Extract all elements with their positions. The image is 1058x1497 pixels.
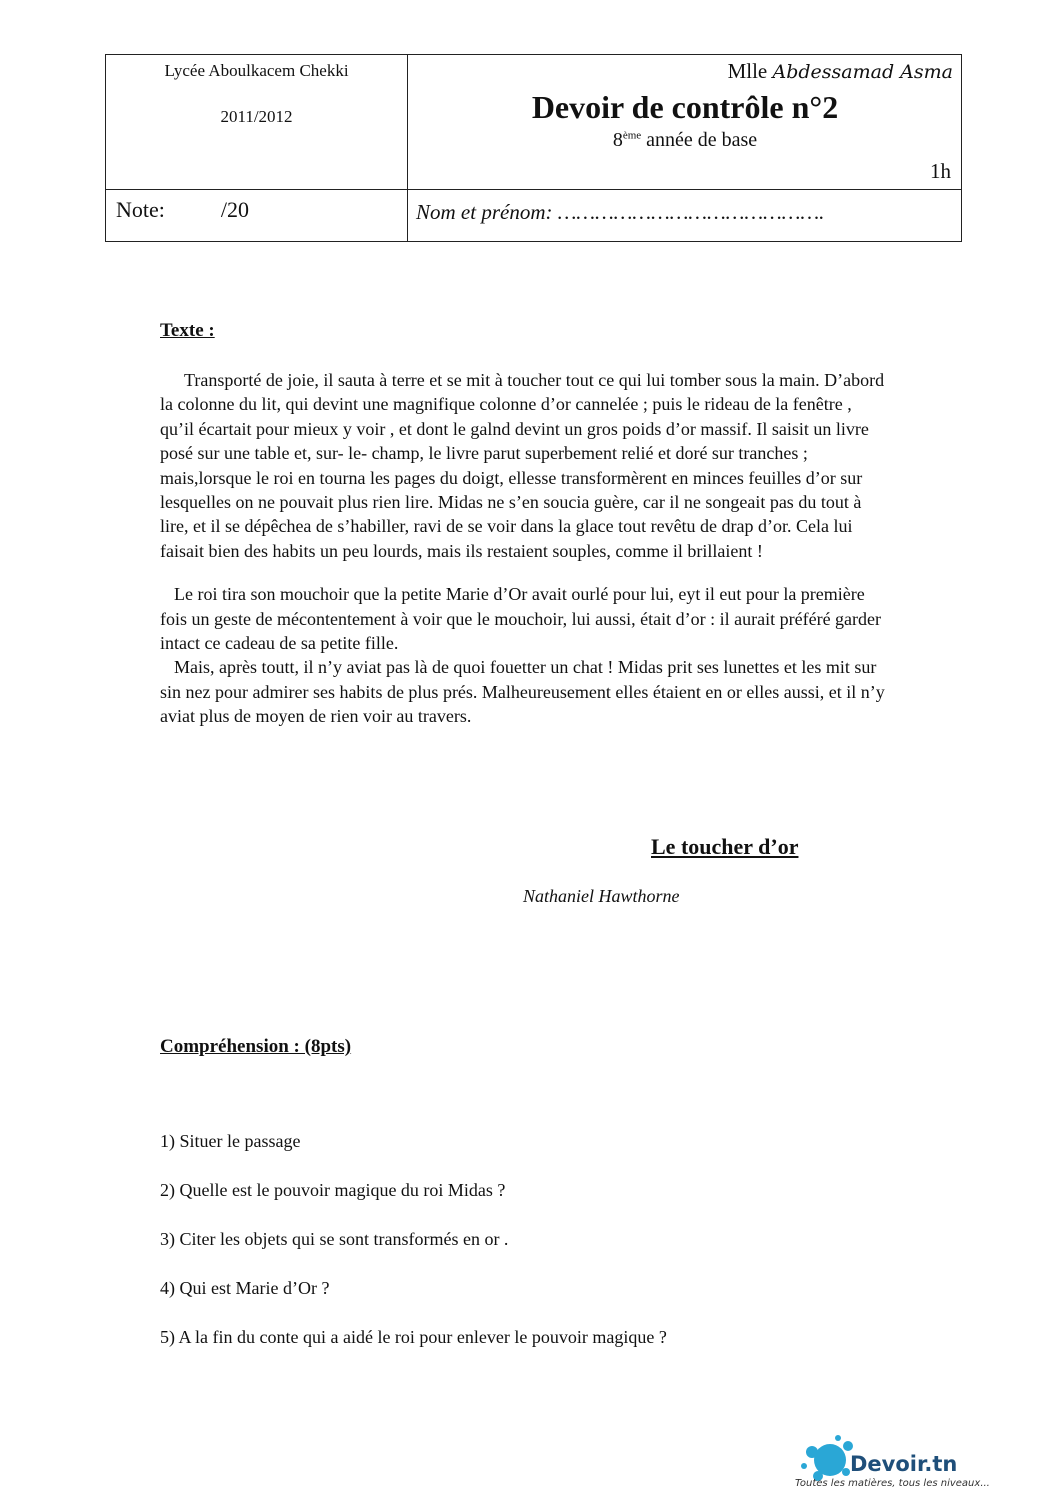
passage-paragraph: Mais, après toutt, il n’y aviat pas là de quoi fouetter un chat ! Midas prit ses lunettes et les mit sur sin nez pour admirer ses habits de plus prés. Malheureusement elles étaient en or elles aussi, et il n’y aviat plus de moyen de rien voir au travers. [160,657,885,727]
note-score: /20 [220,197,250,222]
comprehension-title: Compréhension : (8pts) [160,1036,352,1057]
teacher-name: Abdessamad Asma [772,61,953,83]
author: Nathaniel Hawthorne [523,886,680,906]
grade-number: 8 [612,129,623,151]
work-title: Le toucher d’or [651,834,799,859]
question-item: 2) Quelle est le pouvoir magique du roi Midas ? [160,1180,506,1200]
passage-paragraph: Le roi tira son mouchoir que la petite Marie d’Or avait ourlé pour lui, eyt il eut pour la première fois un geste de mécontentement à voir que le mouchoir, lui aussi, était d’or : il aurait préféré garder intact ce cadeau de sa petite fille. [160,584,882,654]
logo-tagline: Toutes les matières, tous les niveaux... [795,1478,990,1489]
question-list [160,1131,667,1376]
exam-title: Devoir de contrôle n°2 [531,89,839,125]
school-year: 2011/2012 [220,107,293,126]
logo-name: Devoir.tn [850,1452,958,1476]
school-name: Lycée Aboulkacem Chekki [164,61,349,80]
text-section-title: Texte : [160,320,215,341]
passage-paragraph: Transporté de joie, il sauta à terre et se mit à toucher tout ce qui lui tomber sous la main. D’abord la colonne du lit, qui devint une magnifique colonne d’or cannelée ; puis le rideau de la fenêtre , qu’il écartait pour mieux y voir , et dont le galnd devint un gros poids d’or massif. Il saisit un livre posé sur une table et, sur- le- champ, le livre parut superbement relié et doré sur tranches ; mais,lorsque le roi en tourna les pages du doigt, ellesse transformèrent en minces feuilles d’or sur lesquelles on ne pouvait plus rien lire. Midas ne s’en soucia guère, car il ne songeait pas du tout à lire, et il se dépêchea de s’habiller, ravi de se voir dans la glace tout revêtu de drap d’or. Cela lui faisait bien des habits un peu lourds, mais ils restaient souples, comme il brillaient ! [160,370,885,561]
question-item: 3) Citer les objets qui se sont transformés en or . [160,1229,509,1249]
grade-suffix: ème [622,129,642,142]
grade-level [407,129,963,152]
teacher-prefix: Mlle [727,59,768,83]
question-item: 4) Qui est Marie d’Or ? [160,1278,330,1298]
passage [160,368,890,729]
exam-duration: 1h [930,159,951,183]
question-item: 5) A la fin du conte qui a aidé le roi pour enlever le pouvoir magique ? [160,1327,667,1347]
grade-rest: année de base [641,129,758,151]
header-divider-horizontal [106,189,961,190]
student-name-field: Nom et prénom: ……………………………………. [416,200,825,224]
question-item: 1) Situer le passage [160,1131,301,1151]
header-table [105,54,962,242]
teacher [728,59,953,84]
note-field [116,197,249,223]
note-label: Note: [116,197,165,222]
